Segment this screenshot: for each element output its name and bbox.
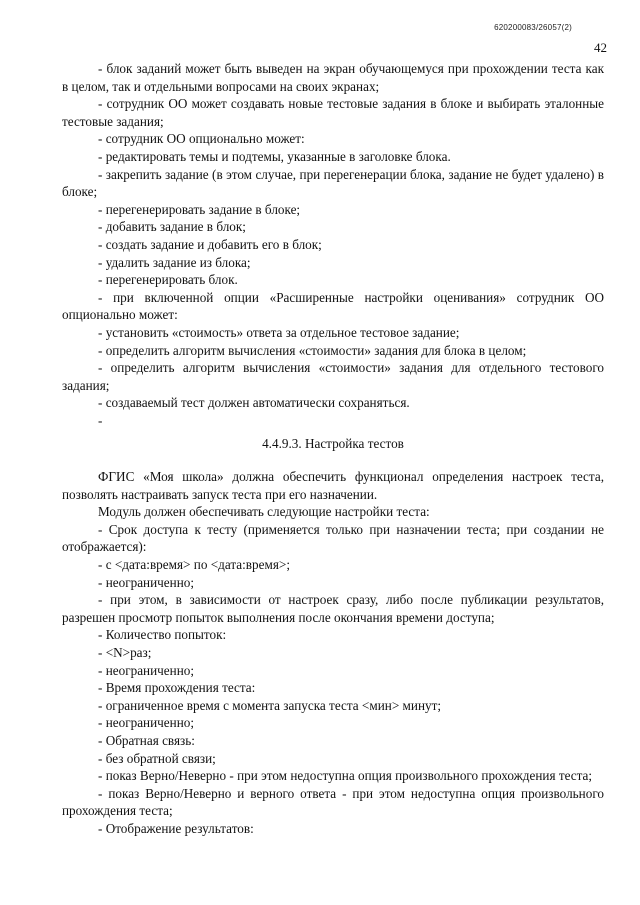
document-id: 620200083/26057(2) [494,23,572,32]
list-item: - перегенерировать блок. [98,272,238,288]
list-item: - <N>раз; [98,645,152,660]
list-item: - добавить задание в блок; [98,219,246,235]
list-item: - Время прохождения теста: [98,680,256,696]
list-item: - Количество попыток: [98,627,227,643]
list-item: - ограниченное время с момента запуска теста <мин> минут; [98,697,442,713]
list-item: - Отображение результатов: [98,820,254,836]
list-item: - показ Верно/Неверно и верного ответа - при этом недоступна опция произвольного прохождения теста; [62,785,604,819]
page-number: 42 [594,40,607,55]
list-item: - [98,412,103,428]
paragraph: ФГИС «Моя школа» должна обеспечить функционал определения настроек теста, позволять настраивать запуск теста при его назначении. [62,469,604,502]
list-item: - неограниченно; [98,715,195,731]
list-item: - перегенерировать задание в блоке; [98,201,301,217]
section-heading: 4.4.9.3. Настройка тестов [262,436,404,452]
list-item: - неограниченно; [98,574,195,590]
list-item: - без обратной связи; [98,750,216,766]
paragraph: Модуль должен обеспечивать следующие настройки теста: [98,504,430,520]
list-item: - определить алгоритм вычисления «стоимости» задания для блока в целом; [98,342,527,358]
list-item: - при включенной опции «Расширенные настройки оценивания» сотрудник ОО опционально может: [62,289,604,323]
list-item: - создаваемый тест должен автоматически сохраняться. [98,395,410,411]
list-item: - блок заданий может быть выведен на экран обучающемуся при прохождении теста как в целом, так и отдельными вопросами на своих экранах; [62,61,604,94]
list-item: - сотрудник ОО может создавать новые тестовые задания в блоке и выбирать эталонные тестовые задания; [62,96,604,129]
list-item: - определить алгоритм вычисления «стоимости» задания для отдельного тестового задания; [62,360,604,393]
list-item: - сотрудник ОО опционально может: [98,131,305,147]
list-item: - установить «стоимость» ответа за отдельное тестовое задание; [98,324,460,340]
list-item: - Срок доступа к тесту (применяется только при назначении теста; при создании не отображается): [62,521,604,555]
list-item: - редактировать темы и подтемы, указанные в заголовке блока. [98,148,451,164]
list-item: - закрепить задание (в этом случае, при перегенерации блока, задание не будет удалено) в блоке; [62,166,604,200]
list-item: - неограниченно; [98,662,195,678]
list-item: - Обратная связь: [98,732,195,748]
list-item: - показ Верно/Неверно - при этом недоступна опция произвольного прохождения теста; [98,768,593,784]
list-item: - при этом, в зависимости от настроек сразу, либо после публикации результатов, разрешен просмотр попыток выполнения после окончания времени доступа; [62,592,604,625]
page-body [62,60,604,838]
list-item: - с <дата:время> по <дата:время>; [98,557,290,573]
list-item: - удалить задание из блока; [98,254,251,270]
list-item: - создать задание и добавить его в блок; [98,236,322,252]
